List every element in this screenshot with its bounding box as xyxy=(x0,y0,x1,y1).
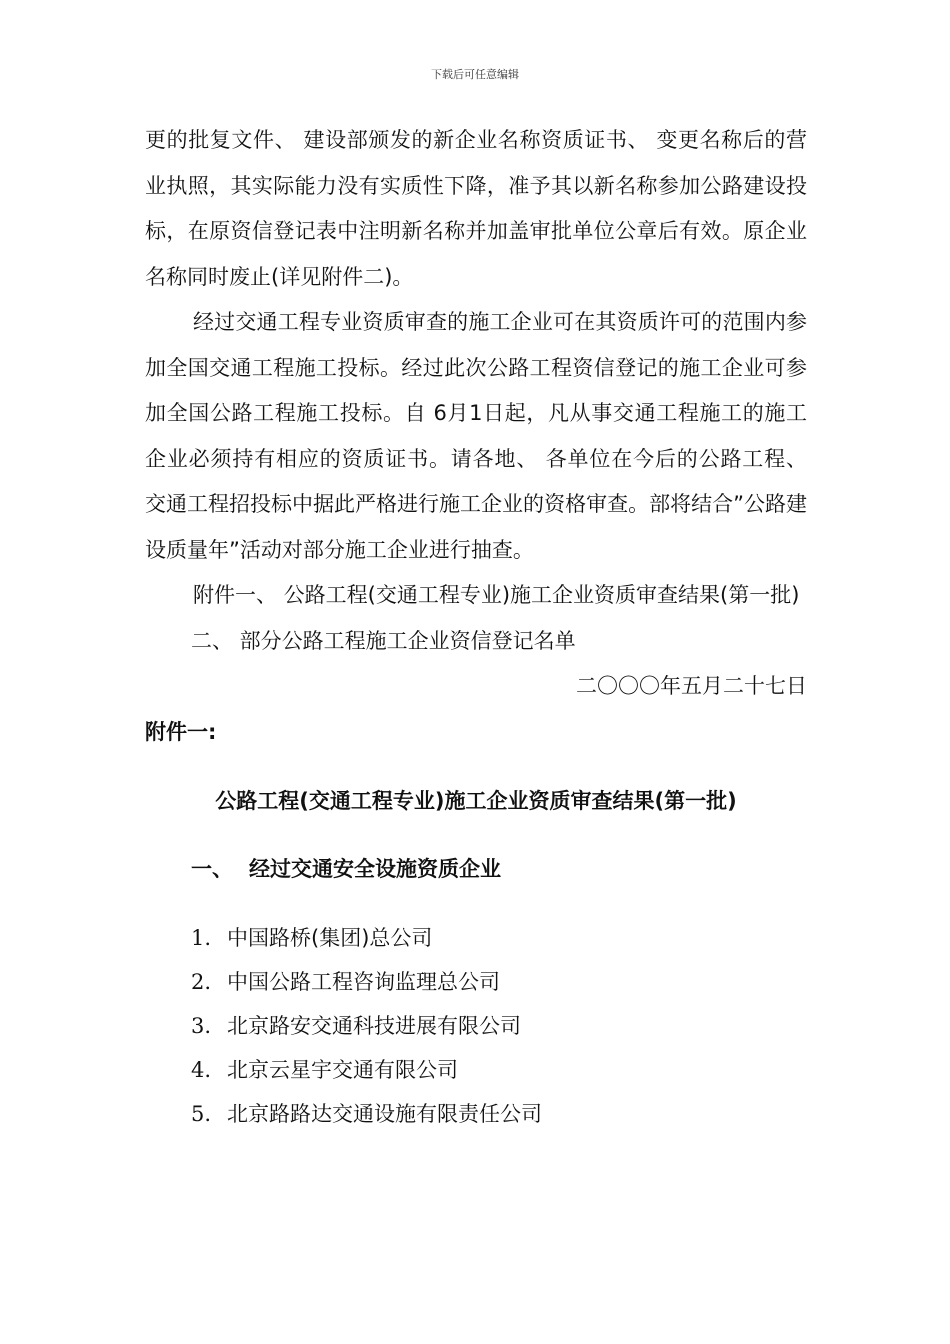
list-item xyxy=(145,916,807,960)
list-item-name: 中国公路工程咨询监理总公司 xyxy=(227,970,500,994)
list-item xyxy=(145,1092,807,1136)
list-item-number: 2. xyxy=(191,970,212,994)
paragraph-continuation: 更的批复文件、 建设部颁发的新企业名称资质证书、 变更名称后的营业执照，其实际能力没有实质性下降，准予其以新名称参加公路建设投标，在原资信登记表中注明新名称并加盖审批单位公章后有效。原企业名称同时废止(详见附件二)。 xyxy=(145,128,807,289)
list-item-number: 3. xyxy=(191,1014,212,1038)
list-item-number: 4. xyxy=(191,1058,212,1082)
list-item-name: 北京云星宇交通有限公司 xyxy=(227,1058,458,1082)
section-heading xyxy=(145,847,807,893)
document-date: 二〇〇〇年五月二十七日 xyxy=(576,674,807,698)
page-header: 下载后可任意编辑 xyxy=(431,68,519,81)
list-item-number: 1. xyxy=(191,926,212,950)
list-item-name: 北京路路达交通设施有限责任公司 xyxy=(227,1102,542,1126)
list-item-name: 北京路安交通科技进展有限公司 xyxy=(227,1014,521,1038)
list-item xyxy=(145,1048,807,1092)
paragraph-attachment-one: 附件一、 公路工程(交通工程专业)施工企业资质审查结果(第一批) xyxy=(193,583,800,607)
document-title: 公路工程(交通工程专业)施工企业资质审查结果(第一批) xyxy=(215,789,737,813)
paragraph-qualification: 经过交通工程专业资质审查的施工企业可在其资质许可的范围内参加全国交通工程施工投标。经过此次公路工程资信登记的施工企业可参加全国公路工程施工投标。自 6月1日起，凡从事交通工程施工的施工企业必须持有相应的资质证书。请各地、 各单位在今后的公路工程、 交通工程招投标中据此严格进行施工企业的资格审查。部将结合”公路建设质量年”活动对部分施工企业进行抽查。 xyxy=(145,310,807,562)
list-item-number: 5. xyxy=(191,1102,212,1126)
section-title-text: 经过交通安全设施资质企业 xyxy=(249,856,501,881)
company-list xyxy=(145,916,807,1136)
list-item xyxy=(145,960,807,1004)
document-body xyxy=(145,118,807,1136)
section-number: 一、 xyxy=(191,856,233,881)
attachment-two-line: 二、 部分公路工程施工企业资信登记名单 xyxy=(191,628,576,653)
list-item-name: 中国路桥(集团)总公司 xyxy=(227,926,433,950)
list-item xyxy=(145,1004,807,1048)
attachment-label: 附件一: xyxy=(145,719,217,744)
